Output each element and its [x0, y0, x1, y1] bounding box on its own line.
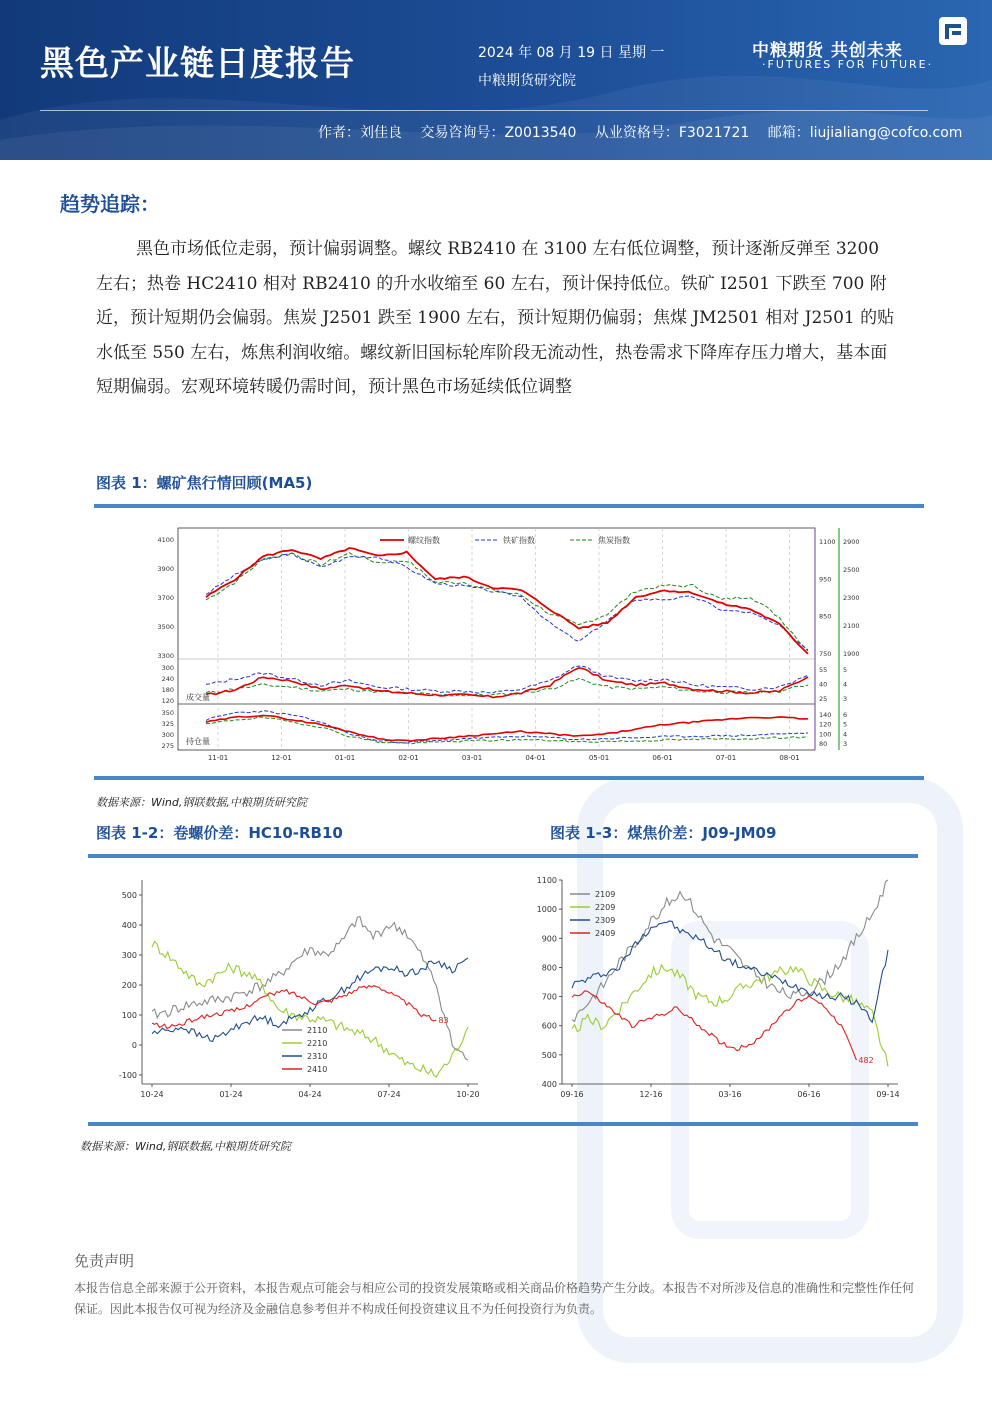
chart3-y-tick: 400 — [541, 1080, 557, 1089]
chart1-right1-tick: 80 — [819, 740, 828, 748]
chart3-legend-label: 2209 — [595, 903, 616, 912]
chart1-left-tick: 300 — [161, 731, 174, 739]
figure23-bottom-bar — [88, 1122, 918, 1126]
section-title: 趋势追踪： — [60, 192, 160, 216]
chart3-y-tick: 500 — [541, 1050, 557, 1060]
page-title: 黑色产业链日度报告 — [40, 44, 355, 84]
chart3-y-tick: 700 — [541, 992, 557, 1002]
chart1-right1-tick: 750 — [819, 650, 832, 658]
chart2-x-tick: 07-24 — [377, 1090, 401, 1099]
chart2-legend-label: 2210 — [307, 1039, 328, 1048]
chart1-right2-tick: 1900 — [843, 650, 860, 658]
chart1-x-tick: 03-01 — [461, 754, 483, 762]
chart-hc-rb-spread — [100, 872, 490, 1112]
chart2-x-tick: 01-24 — [219, 1090, 243, 1099]
chart1-legend-label: 焦炭指数 — [598, 536, 630, 545]
chart2-legend-label: 2310 — [307, 1052, 328, 1061]
chart3-y-tick: 1000 — [536, 905, 557, 915]
chart2-y-tick: 500 — [121, 891, 137, 900]
chart2-end-label: 83 — [438, 1016, 449, 1026]
chart2-y-tick: 400 — [121, 921, 137, 930]
chart1-right2-tick: 3 — [843, 740, 848, 748]
chart1-x-tick: 02-01 — [398, 754, 419, 762]
chart1-right2-tick: 5 — [843, 666, 848, 674]
chart1-x-tick: 04-01 — [525, 754, 546, 762]
chart1-rebar-oi — [206, 715, 808, 741]
chart2-x-tick: 04-24 — [298, 1090, 322, 1099]
chart1-x-tick: 05-01 — [588, 754, 610, 762]
disclaimer-title: 免责声明 — [74, 1252, 135, 1270]
chart1-right2-tick: 2300 — [843, 594, 860, 602]
chart2-y-tick: 300 — [121, 951, 137, 960]
chart3-x-tick: 09-16 — [560, 1090, 584, 1099]
chart3-y-tick: 1100 — [536, 876, 557, 885]
chart1-right2-tick: 5 — [843, 720, 848, 729]
chart-j-jm-spread — [520, 872, 910, 1112]
chart3-series-2209 — [572, 965, 888, 1067]
chart1-left-tick: 3300 — [157, 652, 174, 660]
chart1-right1-tick: 100 — [819, 730, 832, 739]
figure2-title: 图表 1-2：卷螺价差：HC10-RB10 — [96, 824, 343, 842]
chart1-right2-tick: 2100 — [843, 622, 860, 630]
chart3-series-2409 — [572, 991, 856, 1060]
chart1-coke-volume — [206, 679, 808, 697]
section-body: 黑色市场低位走弱，预计偏弱调整。螺纹 RB2410 在 3100 左右低位调整，预计逐渐反弹至 3200 左右；热卷 HC2410 相对 RB2410 的升水收缩至 60 左右，预计保持低位。铁矿 I2501 下跌至 700 附近，预计短期仍会偏弱。焦炭 J2501 跌至 1900 左右，预计短期仍偏弱；焦煤 JM2501 相对 J2501 的贴水低至 550 左右，炼焦利润收缩。螺纹新旧国标轮库阶段无流动性，热卷需求下降库存压力增大，基本面短期偏弱。宏观环境转暖仍需时间，预计黑色市场延续低位调整 — [96, 239, 895, 397]
figure23-top-bar — [88, 854, 918, 858]
chart3-x-tick: 03-16 — [718, 1090, 742, 1099]
chart2-legend-label: 2410 — [307, 1065, 328, 1074]
chart1-right2-tick: 3 — [843, 695, 848, 703]
chart1-left-tick: 4100 — [157, 536, 174, 544]
chart1-right2-tick: 2500 — [843, 566, 860, 574]
logo-mark-icon — [938, 16, 968, 46]
chart2-y-tick: 200 — [121, 981, 137, 990]
chart3-legend-label: 2309 — [595, 916, 616, 925]
chart2-x-tick: 10-20 — [456, 1090, 480, 1099]
chart1-right1-tick: 950 — [819, 575, 832, 584]
chart2-y-tick: 0 — [131, 1041, 137, 1050]
author-email: 邮箱：liujialiang@cofco.com — [767, 125, 963, 141]
chart1-ore-oi — [206, 711, 808, 743]
chart1-x-tick: 01-01 — [334, 754, 356, 762]
chart1-ore-volume — [206, 666, 808, 693]
author-consult-no: 交易咨询号：Z0013540 — [420, 125, 577, 141]
chart1-panel-label-oi: 持仓量 — [186, 737, 210, 746]
header-divider — [40, 110, 928, 111]
chart2-x-tick: 10-24 — [140, 1090, 164, 1099]
chart1-right1-tick: 850 — [819, 612, 832, 621]
chart1-right2-tick: 4 — [843, 730, 848, 739]
chart3-series-2109 — [572, 880, 888, 1022]
author-license-no: 从业资格号：F3021721 — [594, 125, 750, 141]
chart3-x-tick: 09-14 — [876, 1090, 900, 1099]
figure1-source: 数据来源：Wind,钢联数据,中粮期货研究院 — [96, 796, 307, 809]
chart3-legend-label: 2409 — [595, 929, 616, 938]
chart2-series-2410 — [152, 986, 436, 1029]
logo-text-cn: 中粮期货 共创未来 — [752, 41, 903, 61]
disclaimer-text: 本报告信息全部来源于公开资料，本报告观点可能会与相应公司的投资发展策略或相关商品价格趋势产生分歧。本报告不对所涉及信息的准确性和完整性作任何保证。因此本报告仅可视为经济及金融信息参考但并不构成任何投资建议且不为任何投资行为负责。 — [74, 1281, 915, 1316]
chart1-right2-tick: 6 — [843, 711, 848, 719]
chart1-left-tick: 240 — [161, 675, 174, 683]
chart3-y-tick: 800 — [541, 963, 557, 973]
chart1-x-tick: 07-01 — [715, 754, 737, 762]
chart1-right1-tick: 55 — [819, 666, 828, 674]
figure23-source: 数据来源：Wind,钢联数据,中粮期货研究院 — [80, 1140, 291, 1153]
logo-text-en: ·FUTURES FOR FUTURE· — [762, 58, 934, 71]
institute-name: 中粮期货研究院 — [478, 73, 576, 89]
chart2-y-tick: -100 — [118, 1071, 137, 1080]
chart1-right2-tick: 2900 — [843, 538, 860, 546]
author-name: 作者：刘佳良 — [318, 125, 402, 141]
chart1-x-tick: 08-01 — [779, 754, 800, 762]
chart1-rebar-line — [206, 548, 808, 654]
chart1-legend-label: 铁矿指数 — [503, 536, 535, 545]
chart1-left-tick: 350 — [161, 709, 174, 717]
chart1-right1-tick: 25 — [819, 695, 828, 703]
chart2-y-tick: 100 — [121, 1011, 137, 1020]
chart1-x-tick: 12-01 — [271, 754, 292, 762]
chart1-right2-tick: 4 — [843, 680, 848, 689]
chart1-right1-tick: 120 — [819, 720, 832, 729]
chart1-left-tick: 3900 — [157, 565, 174, 573]
chart-market-review — [140, 520, 870, 770]
report-date: 2024 年 08 月 19 日 星期 一 — [478, 45, 665, 61]
chart1-right1-tick: 40 — [819, 680, 828, 689]
chart3-x-tick: 12-16 — [639, 1090, 663, 1099]
chart3-x-tick: 06-16 — [797, 1090, 821, 1099]
chart1-x-tick: 11-01 — [207, 754, 229, 762]
chart1-panel-label-volume: 成交量 — [186, 693, 210, 702]
chart3-series-2309 — [572, 921, 888, 1022]
chart3-y-tick: 900 — [541, 934, 557, 944]
chart2-legend-label: 2110 — [307, 1026, 328, 1035]
chart3-legend-label: 2109 — [595, 890, 616, 899]
chart1-left-tick: 300 — [161, 664, 174, 672]
report-header — [0, 0, 992, 160]
figure1-top-bar — [94, 504, 924, 508]
chart1-x-tick: 06-01 — [652, 754, 673, 762]
chart1-right1-tick: 140 — [819, 711, 832, 719]
chart1-legend-label: 螺纹指数 — [408, 536, 440, 545]
chart1-left-tick: 3700 — [157, 594, 174, 602]
figure1-bottom-bar — [94, 776, 924, 780]
chart1-left-tick: 180 — [161, 686, 174, 694]
chart1-left-tick: 120 — [161, 697, 174, 705]
chart3-y-tick: 600 — [541, 1021, 557, 1031]
author-line — [318, 122, 976, 142]
chart1-right1-tick: 1100 — [819, 538, 836, 546]
chart1-left-tick: 3500 — [157, 623, 174, 631]
chart1-left-tick: 325 — [161, 720, 174, 728]
figure1-title: 图表 1：螺矿焦行情回顾(MA5) — [96, 474, 313, 492]
chart3-end-label: 482 — [858, 1056, 874, 1066]
figure3-title: 图表 1-3：煤焦价差：J09-JM09 — [550, 824, 777, 842]
chart1-left-tick: 275 — [161, 742, 174, 750]
